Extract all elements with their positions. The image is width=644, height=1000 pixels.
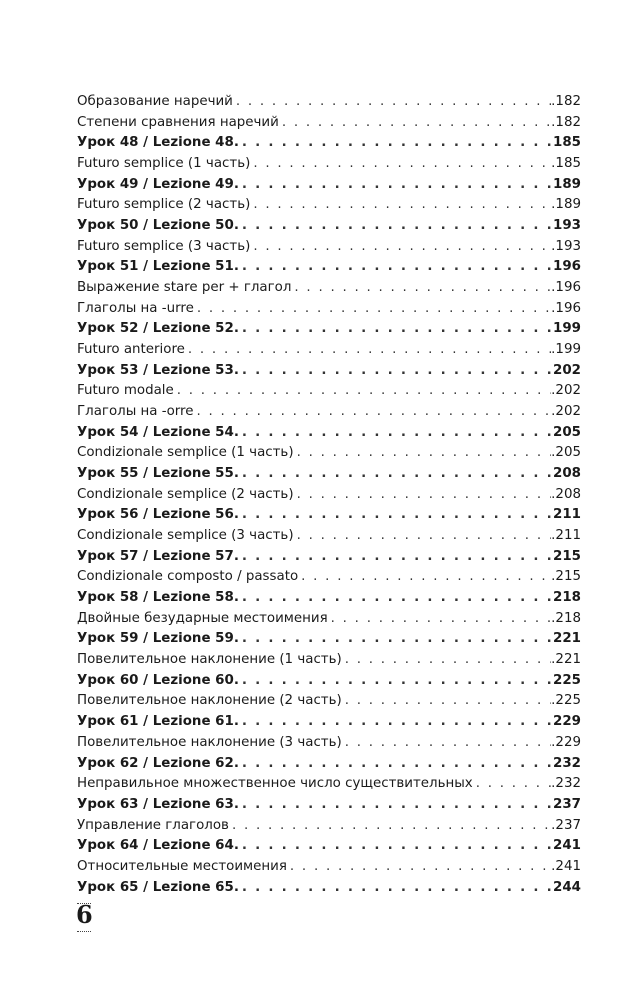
toc-lesson-row xyxy=(77,838,581,859)
dot-leader xyxy=(239,363,553,378)
toc-entry-title: Урок 57 / Lezione 57. xyxy=(77,548,239,564)
toc-lesson-row xyxy=(77,714,581,735)
dot-leader xyxy=(239,880,553,895)
toc-entry-page: .221 xyxy=(551,652,581,668)
toc-lesson-row xyxy=(77,466,581,487)
toc-entry-title: Урок 52 / Lezione 52. xyxy=(77,321,239,337)
toc-entry-title: Повелительное наклонение (1 часть) xyxy=(77,652,342,668)
dot-leader xyxy=(250,156,551,171)
toc-entry-page: .202 xyxy=(551,404,581,420)
toc-topic-row xyxy=(77,383,581,404)
toc-entry-title: Урок 59 / Lezione 59. xyxy=(77,631,239,647)
toc-entry-title: Урок 58 / Lezione 58. xyxy=(77,590,239,606)
toc-entry-page: 196 xyxy=(553,259,581,275)
toc-entry-title: Futuro semplice (2 часть) xyxy=(77,197,251,213)
dot-leader xyxy=(342,693,551,708)
dot-leader xyxy=(239,797,553,812)
toc-topic-row xyxy=(77,301,581,322)
toc-topic-row xyxy=(77,735,581,756)
toc-entry-title: Выражение stare per + глагол xyxy=(77,280,292,296)
toc-lesson-row xyxy=(77,797,581,818)
page-number-ornament-bottom xyxy=(77,931,91,932)
dot-leader xyxy=(239,466,553,481)
toc-entry-title: Урок 65 / Lezione 65. xyxy=(77,879,239,895)
toc-entry-page: .182 xyxy=(551,114,581,130)
toc-entry-page: .193 xyxy=(551,238,581,254)
toc-entry-title: Урок 50 / Lezione 50. xyxy=(77,218,239,234)
dot-leader xyxy=(294,487,552,502)
toc-entry-title: Урок 54 / Lezione 54. xyxy=(77,424,239,440)
toc-entry-title: Урок 53 / Lezione 53. xyxy=(77,362,239,378)
toc-topic-row xyxy=(77,197,581,218)
toc-entry-title: Образование наречий xyxy=(77,94,233,109)
toc-entry-title: Управление глаголов xyxy=(77,817,229,833)
toc-entry-page: 189 xyxy=(553,176,581,192)
dot-leader xyxy=(291,280,551,295)
dot-leader xyxy=(250,239,551,254)
toc-lesson-row xyxy=(77,177,581,198)
dot-leader xyxy=(294,445,552,460)
toc-entry-title: Урок 63 / Lezione 63. xyxy=(77,796,239,812)
page-number: 6 xyxy=(76,900,93,929)
dot-leader xyxy=(239,756,553,771)
dot-leader xyxy=(342,652,551,667)
toc-entry-page: .196 xyxy=(551,280,581,296)
toc-lesson-row xyxy=(77,756,581,777)
dot-leader xyxy=(174,383,551,398)
toc-lesson-row xyxy=(77,321,581,342)
toc-lesson-row xyxy=(77,631,581,652)
toc-entry-title: Урок 55 / Lezione 55. xyxy=(77,466,239,482)
toc-entry-page: 208 xyxy=(553,466,581,482)
toc-entry-title: Futuro semplice (3 часть) xyxy=(77,238,251,254)
toc-entry-page: .232 xyxy=(551,776,581,792)
dot-leader xyxy=(239,673,553,688)
table-of-contents xyxy=(77,94,581,900)
toc-entry-page: .211 xyxy=(551,528,581,544)
dot-leader xyxy=(342,735,551,750)
toc-topic-row xyxy=(77,652,581,673)
toc-entry-page: 205 xyxy=(553,424,581,440)
toc-entry-page: 225 xyxy=(553,672,581,688)
toc-entry-title: Condizionale semplice (2 часть) xyxy=(77,486,294,502)
toc-lesson-row xyxy=(77,507,581,528)
dot-leader xyxy=(279,115,551,130)
toc-entry-title: Урок 51 / Lezione 51. xyxy=(77,259,239,275)
toc-entry-title: Futuro anteriore xyxy=(77,342,185,358)
toc-lesson-row xyxy=(77,673,581,694)
toc-lesson-row xyxy=(77,259,581,280)
toc-entry-page: .218 xyxy=(551,610,581,626)
toc-entry-page: .199 xyxy=(551,342,581,358)
dot-leader xyxy=(239,631,553,646)
toc-topic-row xyxy=(77,280,581,301)
toc-entry-page: .185 xyxy=(551,156,581,172)
toc-lesson-row xyxy=(77,363,581,384)
toc-entry-page: 215 xyxy=(553,548,581,564)
toc-entry-page: .241 xyxy=(551,858,581,874)
toc-entry-page: 237 xyxy=(553,796,581,812)
toc-entry-title: Condizionale composto / passato xyxy=(77,569,299,585)
toc-entry-title: Урок 56 / Lezione 56. xyxy=(77,507,239,523)
toc-entry-title: Futuro modale xyxy=(77,383,174,399)
toc-entry-title: Урок 62 / Lezione 62. xyxy=(77,755,239,771)
dot-leader xyxy=(287,859,551,874)
toc-topic-row xyxy=(77,611,581,632)
toc-topic-row xyxy=(77,342,581,363)
toc-entry-title: Futuro semplice (1 часть) xyxy=(77,156,251,172)
toc-entry-title: Урок 64 / Lezione 64. xyxy=(77,838,239,854)
dot-leader xyxy=(239,259,553,274)
toc-entry-page: 232 xyxy=(553,755,581,771)
toc-entry-title: Повелительное наклонение (3 часть) xyxy=(77,734,342,750)
toc-topic-row xyxy=(77,404,581,425)
toc-entry-page: .215 xyxy=(551,569,581,585)
toc-entry-title: Глаголы на -orre xyxy=(77,404,194,420)
toc-lesson-row xyxy=(77,590,581,611)
toc-topic-row xyxy=(77,693,581,714)
toc-entry-title: Повелительное наклонение (2 часть) xyxy=(77,693,342,709)
toc-topic-row xyxy=(77,239,581,260)
toc-lesson-row xyxy=(77,549,581,570)
toc-entry-title: Двойные безударные местоимения xyxy=(77,610,328,626)
toc-entry-page: .202 xyxy=(551,383,581,399)
toc-topic-row xyxy=(77,569,581,590)
toc-entry-page: .229 xyxy=(551,734,581,750)
dot-leader xyxy=(194,404,552,419)
toc-entry-page: .205 xyxy=(551,445,581,461)
toc-topic-row xyxy=(77,859,581,880)
toc-entry-page: .225 xyxy=(551,693,581,709)
toc-entry-title: Неправильное множественное число существительных xyxy=(77,776,473,792)
dot-leader xyxy=(239,590,553,605)
toc-entry-title: Глаголы на -urre xyxy=(77,300,194,316)
dot-leader xyxy=(194,301,551,316)
dot-leader xyxy=(233,94,551,109)
toc-entry-title: Урок 61 / Lezione 61. xyxy=(77,714,239,730)
dot-leader xyxy=(239,714,553,729)
toc-entry-page: 202 xyxy=(553,362,581,378)
dot-leader xyxy=(298,569,551,584)
toc-lesson-row xyxy=(77,218,581,239)
toc-topic-row xyxy=(77,818,581,839)
toc-lesson-row xyxy=(77,425,581,446)
toc-topic-row xyxy=(77,445,581,466)
toc-entry-title: Степени сравнения наречий xyxy=(77,114,279,130)
toc-topic-row xyxy=(77,94,581,115)
dot-leader xyxy=(239,507,553,522)
toc-entry-page: .237 xyxy=(551,817,581,833)
toc-entry-page: 185 xyxy=(553,135,581,151)
toc-topic-row xyxy=(77,528,581,549)
toc-entry-page: 211 xyxy=(553,507,581,523)
dot-leader xyxy=(239,425,553,440)
dot-leader xyxy=(473,776,551,791)
toc-entry-page: .208 xyxy=(551,486,581,502)
toc-entry-page: .182 xyxy=(551,94,581,109)
dot-leader xyxy=(239,177,553,192)
toc-entry-page: 244 xyxy=(553,879,581,895)
toc-entry-title: Урок 48 / Lezione 48. xyxy=(77,135,239,151)
toc-lesson-row xyxy=(77,135,581,156)
toc-entry-page: 229 xyxy=(553,714,581,730)
dot-leader xyxy=(239,218,553,233)
toc-entry-title: Урок 60 / Lezione 60. xyxy=(77,672,239,688)
toc-topic-row xyxy=(77,156,581,177)
toc-topic-row xyxy=(77,776,581,797)
toc-entry-page: .196 xyxy=(551,300,581,316)
toc-entry-page: .189 xyxy=(551,197,581,213)
toc-topic-row xyxy=(77,115,581,136)
toc-entry-page: 221 xyxy=(553,631,581,647)
dot-leader xyxy=(185,342,551,357)
dot-leader xyxy=(239,838,553,853)
dot-leader xyxy=(239,321,553,336)
toc-topic-row xyxy=(77,487,581,508)
dot-leader xyxy=(250,197,551,212)
toc-entry-page: 193 xyxy=(553,218,581,234)
dot-leader xyxy=(229,818,551,833)
toc-entry-title: Condizionale semplice (1 часть) xyxy=(77,445,294,461)
toc-entry-title: Урок 49 / Lezione 49. xyxy=(77,176,239,192)
toc-lesson-row xyxy=(77,880,581,901)
dot-leader xyxy=(294,528,552,543)
dot-leader xyxy=(239,549,553,564)
toc-entry-page: 199 xyxy=(553,321,581,337)
toc-entry-page: 218 xyxy=(553,590,581,606)
dot-leader xyxy=(239,135,553,150)
dot-leader xyxy=(328,611,552,626)
toc-entry-title: Относительные местоимения xyxy=(77,858,287,874)
toc-entry-title: Condizionale semplice (3 часть) xyxy=(77,528,294,544)
toc-entry-page: 241 xyxy=(553,838,581,854)
